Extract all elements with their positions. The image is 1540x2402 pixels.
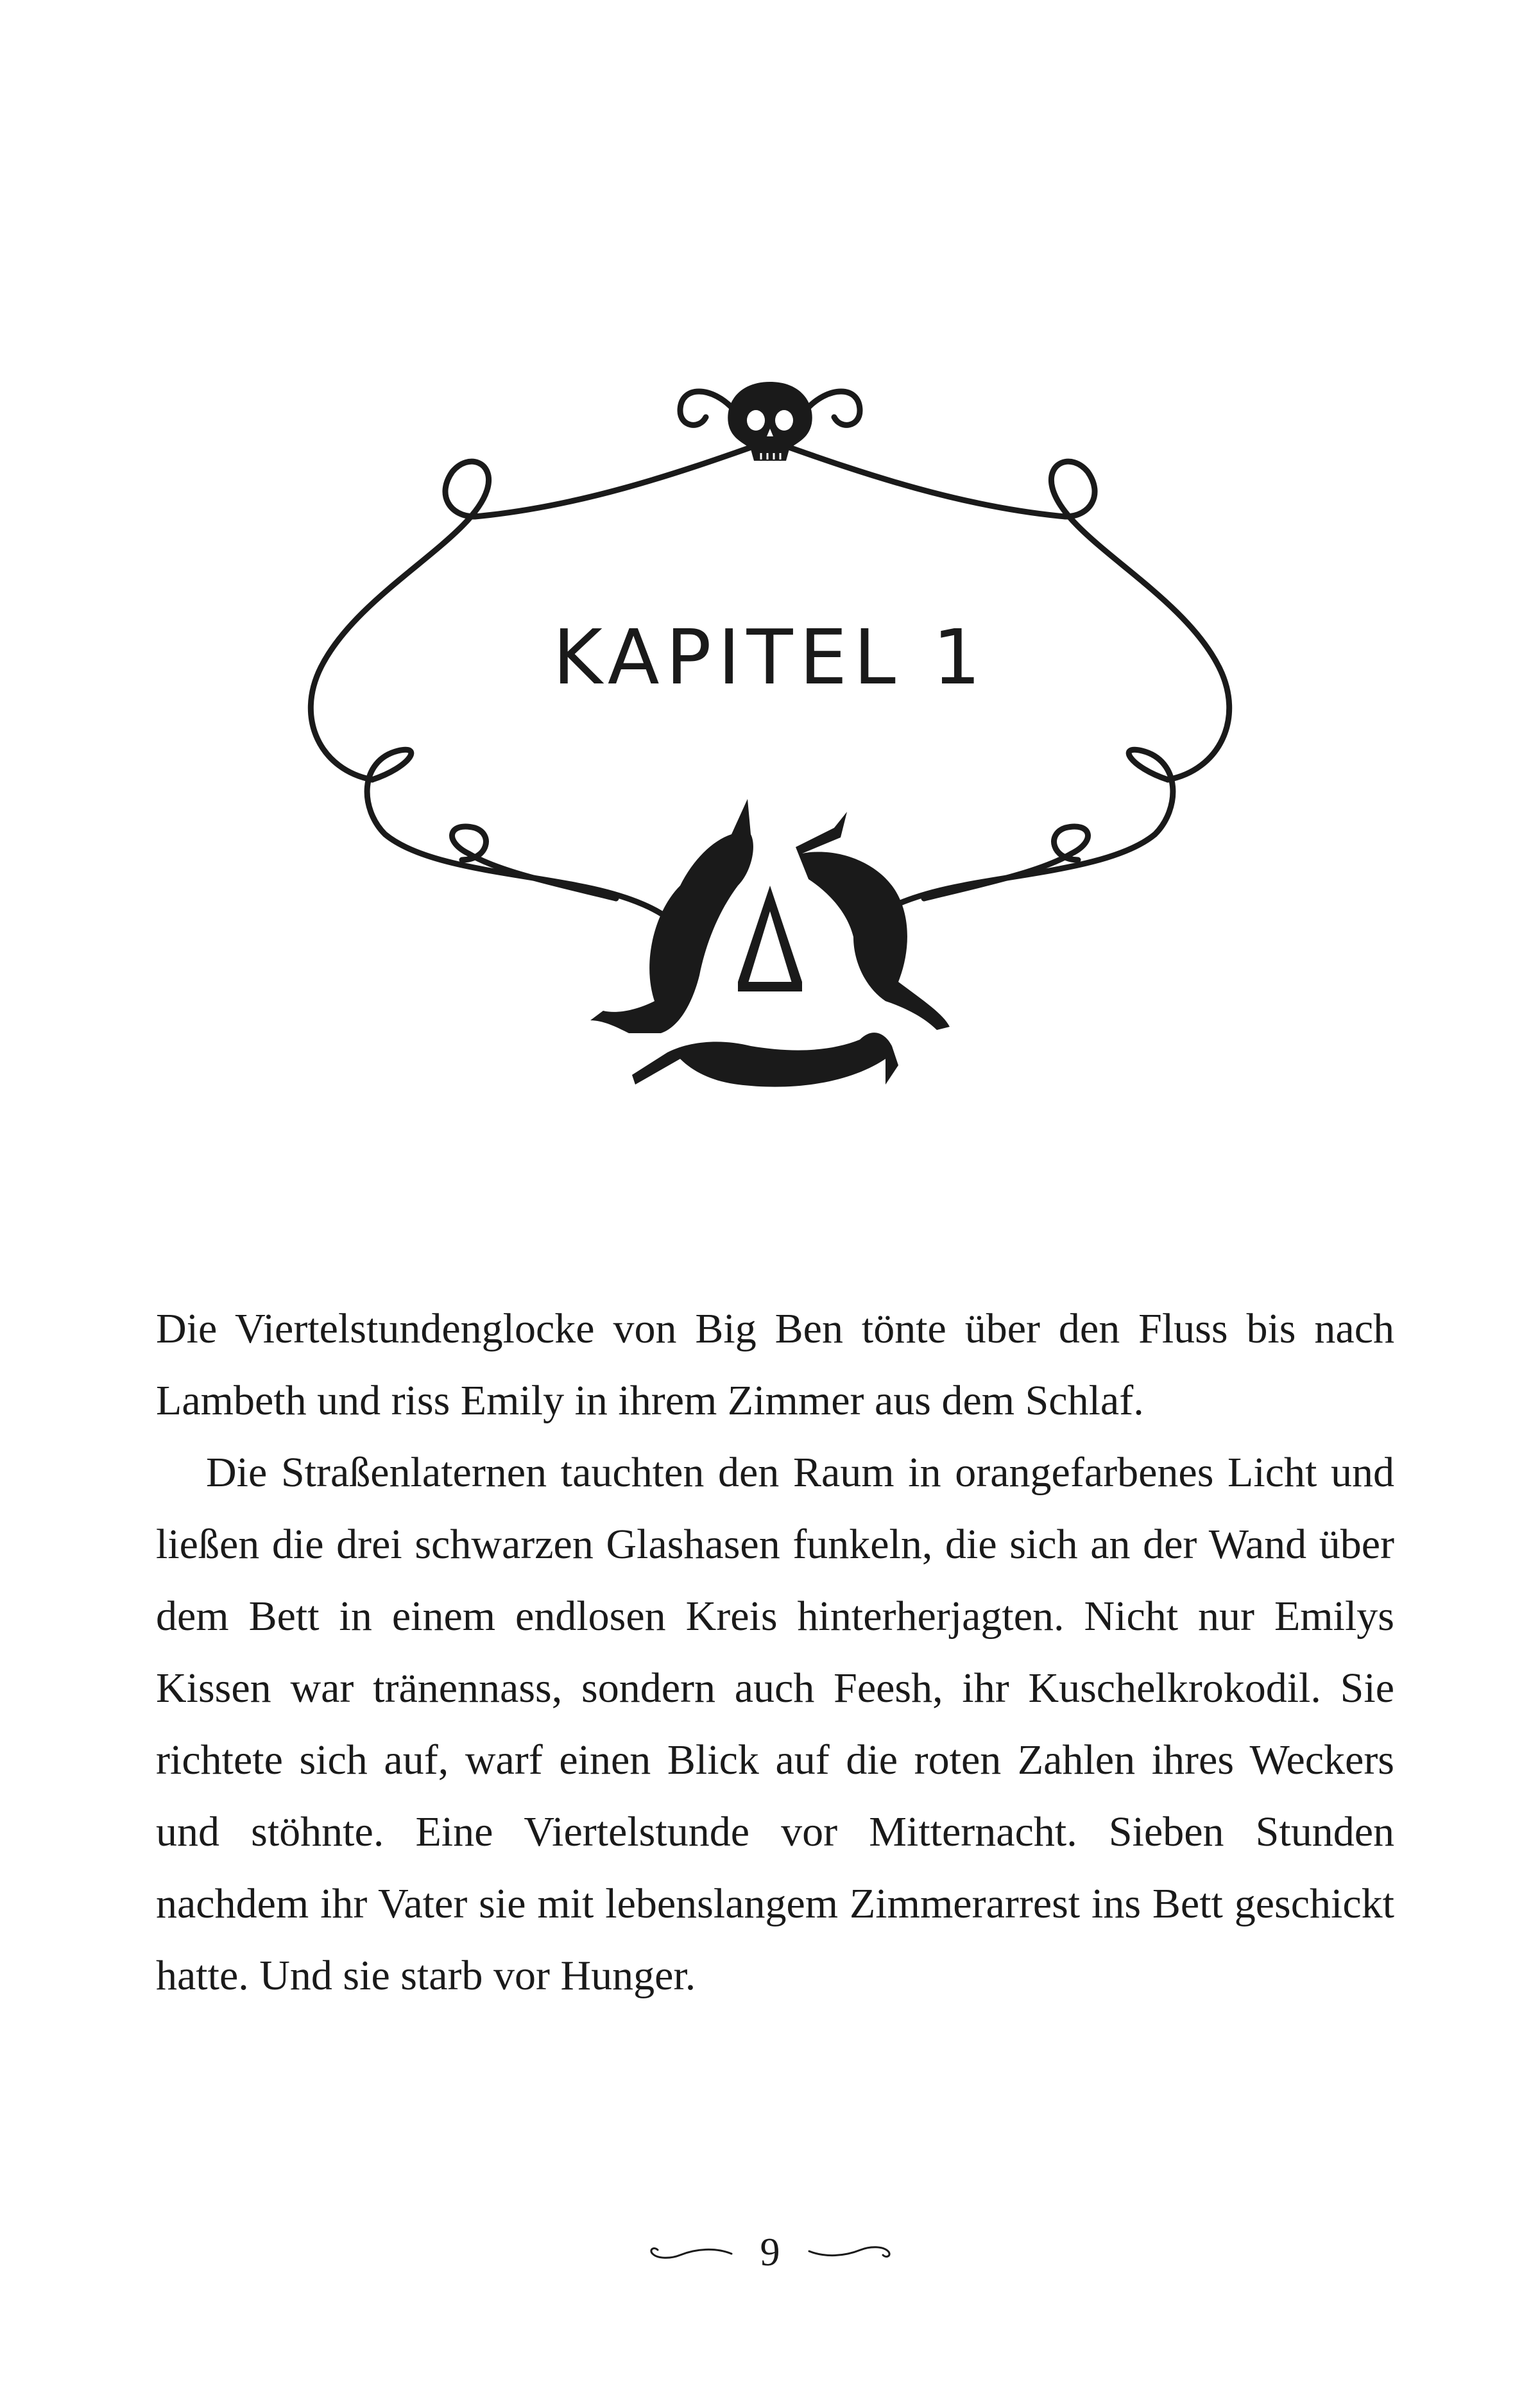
page-footer xyxy=(0,2227,1540,2278)
paragraph-1: Die Viertelstundenglocke von Big Ben tönte über den Fluss bis nach Lambeth und riss Emily in ihrem Zimmer aus dem Schlaf. xyxy=(156,1305,1394,1424)
chapter-title: KAPITEL 1 xyxy=(552,613,988,701)
three-hares-icon xyxy=(590,799,950,1087)
page-number: 9 xyxy=(760,2230,780,2274)
right-swash-icon xyxy=(806,2240,896,2265)
paragraph-2: Die Straßenlaternen tauchten den Raum in orangefarbenes Licht und ließen die drei schwarzen Glashasen funkeln, die sich an der Wand über dem Bett in einem endlosen Kreis hinterherjagten. Nicht nur Emilys Kissen war tränennass, sondern auch Feesh, ihr Kuschelkrokodil. Sie richtete sich auf, warf einen Blick auf die roten Zahlen ihres Weckers und stöhnte. Eine Viertelstunde vor Mitternacht. Sieben Stunden nachdem ihr Vater sie mit lebenslangem Zimmerarrest ins Bett geschickt hatte. Und sie starb vor Hunger. xyxy=(156,1449,1394,1999)
chapter-body xyxy=(156,1293,1394,2012)
left-swash-icon xyxy=(645,2240,735,2265)
chapter-ornament-frame xyxy=(0,0,1540,1155)
